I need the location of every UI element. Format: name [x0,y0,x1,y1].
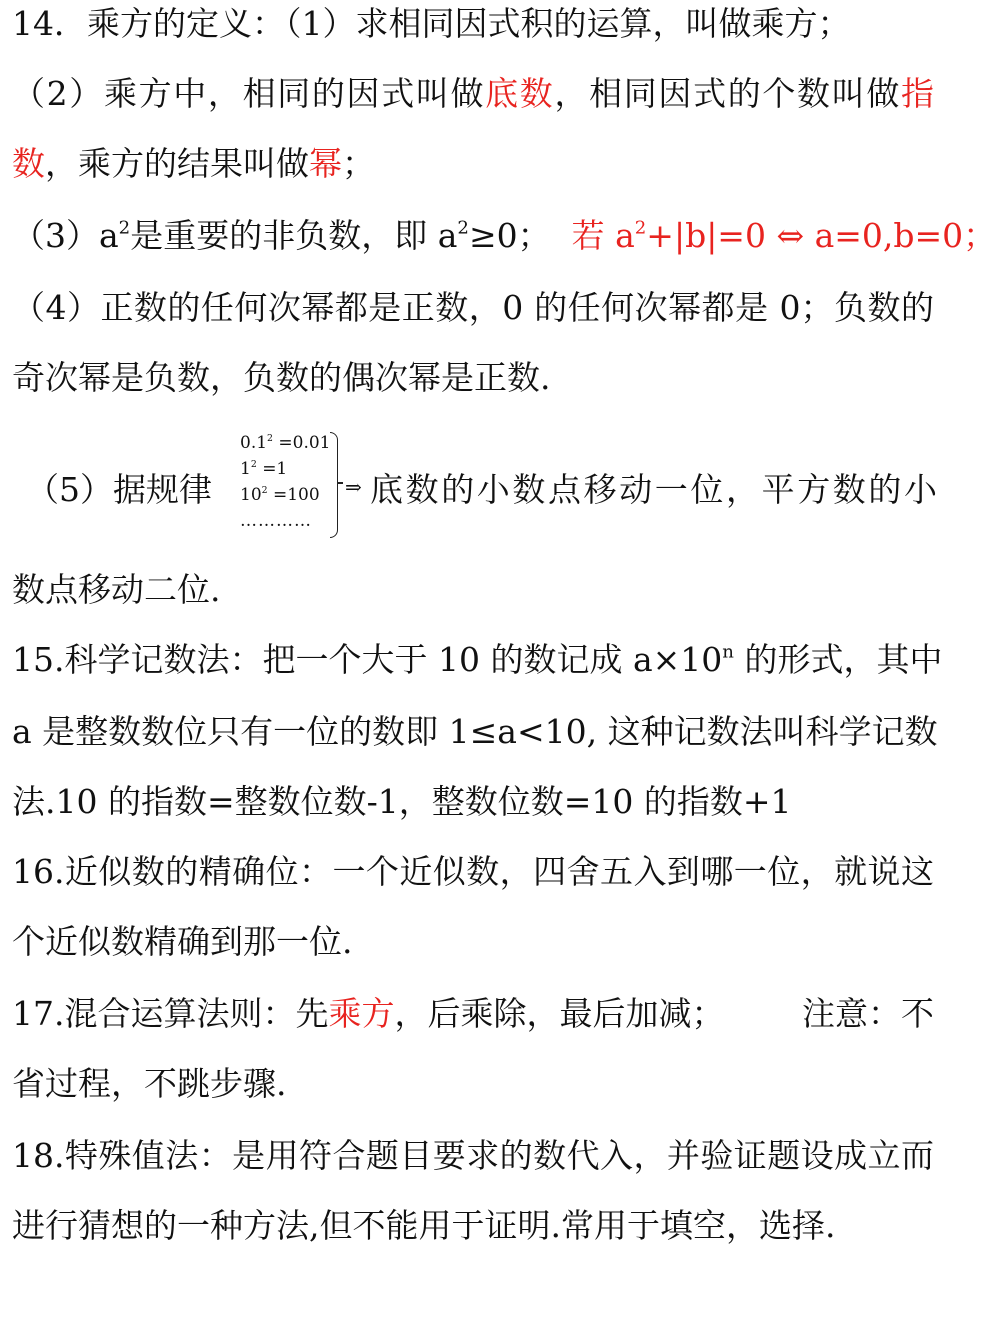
implies-arrow-icon: ⇒ [345,475,362,499]
s17-line1-text-b: ，后乘除，最后加减； [394,994,725,1033]
s14-line5-text: （4）正数的任何次幂都是正数，0 的任何次幂都是 0；负数的 [12,288,934,327]
s14-line8-text: 数点移动二位. [12,570,221,609]
s15-line1-text-b: 的形式，其中 [744,640,943,679]
pattern-equations [240,430,332,534]
s14-line4-text-c: ≥0； [468,216,551,255]
equation-ellipsis: ………… [240,511,312,531]
eq1-exponent: 2 [267,433,273,444]
s18-line1-text: 18.特殊值法：是用符合题目要求的数代入，并验证题设成立而 [12,1136,934,1175]
s15-line-3 [12,782,934,822]
superscript-n: n [722,641,734,663]
s17-line-1 [12,994,934,1034]
s18-line-2 [12,1206,934,1246]
s17-line1-text-a: 17.混合运算法则：先 [12,994,329,1033]
equation-3 [240,482,332,508]
s14-line-5 [12,288,934,328]
eq3-exponent: 2 [261,485,268,496]
rule-5-block [12,428,937,543]
eq3-result: =100 [273,485,320,505]
s15-line-2 [12,712,938,752]
nonneg-rule-text-a: 若 a [571,216,635,255]
s14-line2-text-a: （2）乘方中，相同的因式叫做 [12,74,486,113]
term-base: 底数 [485,74,555,113]
eq2-base: 1 [240,459,251,479]
s14-line4-text-b: 是重要的非负数，即 a [130,216,458,255]
s14-line-1 [12,4,934,44]
s16-line-1 [12,852,934,892]
eq3-base: 10 [240,485,262,505]
right-brace-icon [330,432,338,538]
term-exponent-part2: 数 [12,144,45,183]
s14-line3-text-b: ； [342,144,375,183]
s14-line-8 [12,570,934,610]
s14-line-6 [12,358,934,398]
s17-line-2 [12,1064,934,1104]
s16-line2-text: 个近似数精确到那一位. [12,922,353,961]
s14-line4-text-a: （3）a [12,216,119,255]
s18-line-1 [12,1136,934,1176]
s14-line-2 [12,74,934,114]
s17-note: 注意：不 [802,994,934,1033]
s16-line1-text: 16.近似数的精确位：一个近似数，四舍五入到哪一位，就说这 [12,852,934,891]
s14-line6-text: 奇次幂是负数，负数的偶次幂是正数. [12,358,551,397]
s15-line3-text: 法.10 的指数=整数位数-1，整数位数=10 的指数+1 [12,782,792,821]
s15-line2-text: a 是整数数位只有一位的数即 1≤a<10, 这种记数法叫科学记数 [12,712,938,751]
nonneg-sum-rule [572,216,996,255]
s18-line2-text: 进行猜想的一种方法,但不能用于证明.常用于填空，选择. [12,1206,836,1245]
equation-2 [240,456,332,482]
s14-line2-text-b: ，相同因式的个数叫做 [554,74,902,113]
s14-line-4 [12,216,996,256]
eq2-result: =1 [262,459,288,479]
superscript-2: 2 [118,217,131,239]
s14-line3-text-a: ，乘方的结果叫做 [45,144,309,183]
s14-line-3 [12,144,934,184]
term-power: 幂 [309,144,342,183]
superscript-2: 2 [457,217,469,239]
equation-1 [240,430,332,456]
rule-5-lead: （5）据规律 [26,470,212,509]
rule-5-conclusion: 底数的小数点移动一位，平方数的小 [370,470,937,509]
s14-definition-text: 14．乘方的定义：（1）求相同因式积的运算，叫做乘方； [12,4,851,43]
eq1-result: =0.01 [278,433,331,453]
term-exponent-part1: 指 [901,74,935,113]
eq1-base: 0.1 [240,433,268,453]
eq2-exponent: 2 [250,459,257,470]
nonneg-rule-text-b: +|b|=0 ⇔ a=0,b=0； [646,216,996,255]
s15-line-1 [12,640,943,680]
superscript-2: 2 [634,217,647,239]
s15-line1-text-a: 15.科学记数法：把一个大于 10 的数记成 a×10 [12,640,723,679]
term-power-first: 乘方 [328,994,395,1033]
s17-line2-text: 省过程，不跳步骤. [12,1064,287,1103]
s16-line-2 [12,922,934,962]
